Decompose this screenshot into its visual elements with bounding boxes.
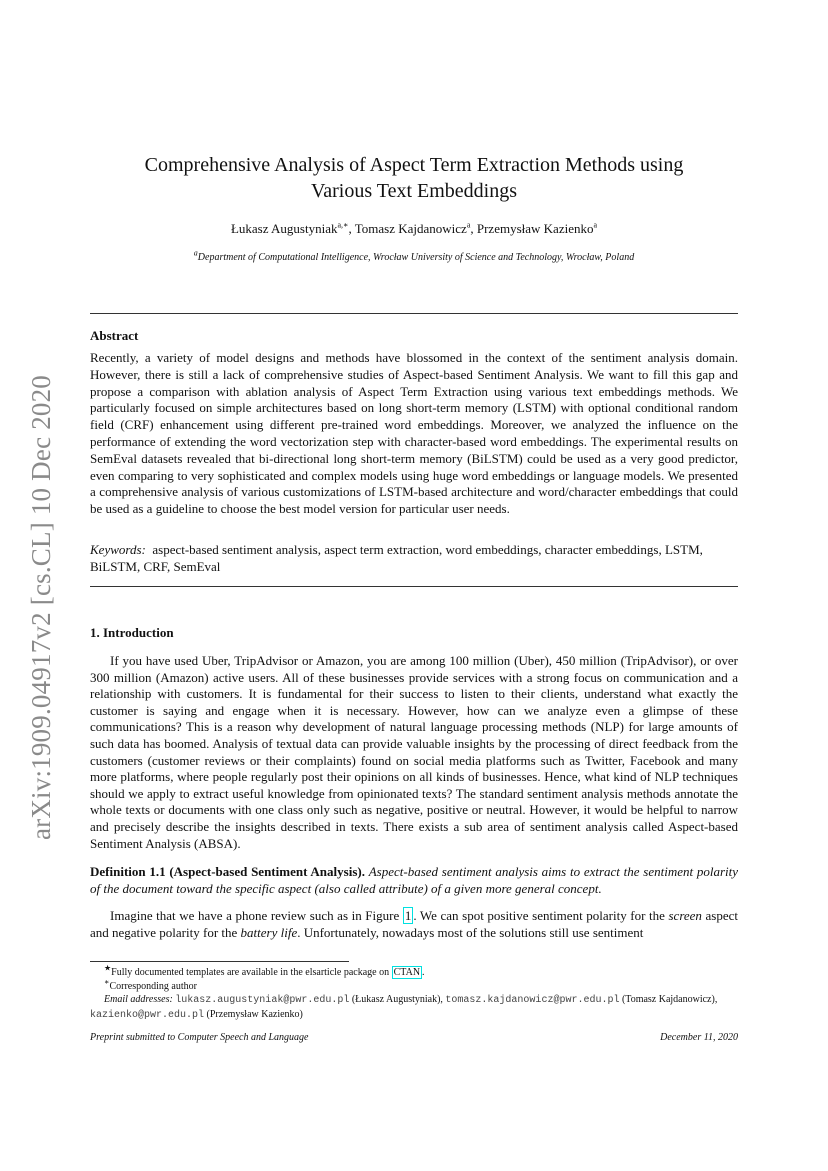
arxiv-id-text: arXiv:1909.04917v2 [cs.CL] 10 Dec 2020 <box>26 374 57 840</box>
emphasis-screen: screen <box>668 908 702 923</box>
email-link[interactable]: tomasz.kajdanowicz@pwr.edu.pl <box>445 995 620 1007</box>
keywords <box>90 542 738 576</box>
definition-label: Definition 1.1 (Aspect-based Sentiment Analysis). <box>90 864 365 879</box>
email-link[interactable]: kazienko@pwr.edu.pl <box>90 1009 205 1021</box>
email-label: Email addresses: <box>104 994 173 1006</box>
author-separator: , <box>470 221 477 236</box>
footnote-corresponding <box>90 977 738 994</box>
ctan-link[interactable]: CTAN <box>393 967 421 978</box>
author-affil-mark: a <box>466 220 471 230</box>
paragraph-text: Imagine that we have a phone review such as in Figure <box>110 908 403 923</box>
emphasis-battery-life: battery life <box>240 924 298 940</box>
abstract-bottom-rule <box>90 586 738 587</box>
affiliation <box>90 248 738 263</box>
keywords-text: aspect-based sentiment analysis, aspect term extraction, word embeddings, character embeddings, LSTM, BiLSTM, CRF, SemEval <box>90 542 703 574</box>
footnote-star-mark: ★ <box>104 963 112 973</box>
footnote-text: Fully documented templates are available in the elsarticle package on <box>111 967 392 978</box>
footnotes <box>90 963 738 1022</box>
author-name: Przemysław Kazienko <box>476 221 594 236</box>
body-paragraph-2 <box>90 908 738 942</box>
footnote-emails <box>90 993 738 1022</box>
abstract-text: Recently, a variety of model designs and methods have blossomed in the context of the sentiment analysis domain. However, there is still a lack of comprehensive studies of Aspect-based Sentiment Analysis. We want to fill this gap and propose a comparison with ablation analysis of Aspect Term Extraction using various text embeddings methods. We particularly focused on simple architectures based on long short-term memory (LSTM) with optional conditional random field (CRF) enhancement using different pre-trained word embeddings. Moreover, we analyzed the influence on the performance of extending the word vectorization step with character-based word embeddings. The experimental results on SemEval datasets revealed that bi-directional long short-term memory (BiLSTM) could be used as a very good predictor, even comparing to very sophisticated and complex models using huge word embeddings or language models. We presented a comprehensive analysis of various customizations of LSTM-based architecture and word/character embeddings that could be used as a guideline to choose the best model version for particular user needs. <box>90 350 738 517</box>
preprint-date: December 11, 2020 <box>660 1032 738 1043</box>
author-name: Tomasz Kajdanowicz <box>354 221 467 236</box>
preprint-note: Preprint submitted to Computer Speech and Language <box>90 1032 309 1043</box>
author-name: Łukasz Augustyniak <box>230 221 338 236</box>
paper-title <box>90 152 738 204</box>
abstract-top-rule <box>90 313 738 314</box>
footnote-asterisk-mark: ∗ <box>104 977 110 987</box>
title-line-2: Various Text Embeddings <box>311 180 517 202</box>
footnote-text: Corresponding author <box>109 980 197 992</box>
footnote-rule <box>90 961 349 962</box>
author-affil-mark: a <box>593 220 598 230</box>
paragraph-text: aspect and negative polarity for the <box>90 908 739 940</box>
affiliation-text: Department of Computational Intelligence, Wrocław University of Science and Technology, Wrocław, Poland <box>197 252 635 263</box>
abstract-heading: Abstract <box>90 328 139 343</box>
introduction-paragraph: If you have used Uber, TripAdvisor or Amazon, you are among 100 million (Uber), 450 million (TripAdvisor), or over 300 million (Amazon) active users. All of these businesses provide services with a strong focus on communication and a relationship with customers. It is fundamental for their success to listen to their clients, understand what exactly the customer is saying and engage when it is necessary. However, how can we analyze even a glimpse of these communications? This is a reason why development of natural language processing methods (NLP) for large amounts of such data has boomed. Analysis of textual data can provide valuable insights by the processing of direct feedback from the customers (customer reviews or their complaints) found on social media platforms such as Twitter, Facebook and many more platforms, where people regularly post their opinions on all kinds of businesses. Hence, what kind of NLP techniques should we apply to extract useful knowledge from opinionated texts? The standard sentiment analysis methods annotate the whole texts or documents with one class only such as negative, positive or neutral. However, it would be helpful to narrow and precisely describe the insights described in texts. There exists a sub area of sentiment analysis called Aspect-based Sentiment Analysis (ABSA). <box>90 653 738 851</box>
paragraph-text: . Unfortunately, nowadays most of the solutions still use sentiment <box>297 924 644 940</box>
email-owner: (Przemysław Kazienko) <box>204 1008 303 1020</box>
paragraph-text: . We can spot positive sentiment polarity for the <box>413 908 669 923</box>
keywords-label: Keywords: <box>90 542 146 557</box>
title-line-1: Comprehensive Analysis of Aspect Term Extraction Methods using <box>144 154 684 176</box>
email-owner: (Tomasz Kajdanowicz), <box>619 994 718 1006</box>
arxiv-side-stamp <box>20 362 64 852</box>
footnote-text: . <box>422 967 425 978</box>
figure-reference-link[interactable]: 1 <box>404 908 412 923</box>
author-affil-mark: a,∗ <box>337 220 349 230</box>
definition-text: Aspect-based sentiment analysis aims to extract the sentiment polarity of the document toward the specific aspect (also called attribute) of a given more general concept. <box>90 864 739 896</box>
definition-block <box>90 864 738 898</box>
section-heading-introduction: 1. Introduction <box>90 625 174 640</box>
email-owner: (Łukasz Augustyniak), <box>349 994 446 1006</box>
author-list <box>90 221 738 237</box>
email-link[interactable]: lukasz.augustyniak@pwr.edu.pl <box>175 995 350 1007</box>
footnote-templates <box>90 963 738 980</box>
affiliation-mark: a <box>193 248 198 258</box>
author-separator: , <box>348 221 355 236</box>
